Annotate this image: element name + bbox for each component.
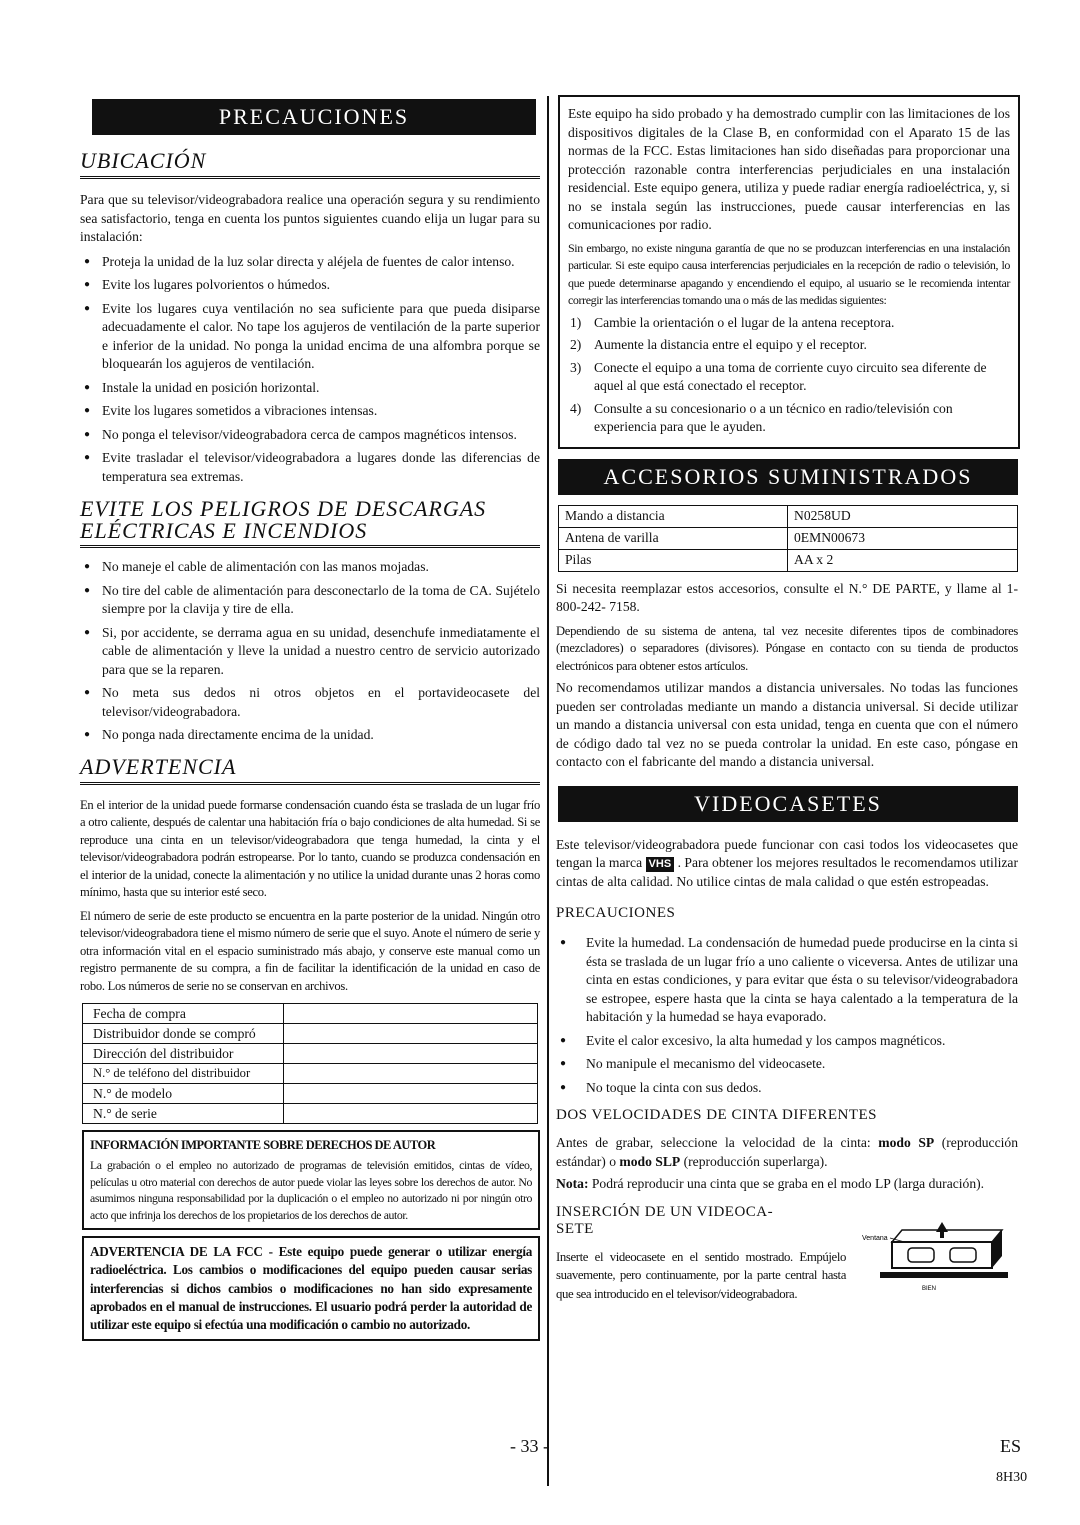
record-label: N.° de modelo — [83, 1084, 284, 1104]
copyright-body: La grabación o el empleo no autorizado de programas de televisión emitidos, cintas de vídeo, películas u otro material con derechos de autor puede violar las leyes sobre los derechos de autor. No asumimos ninguna responsabilidad por la duplicación o el empleo no autorizado ni por ningún otro acto que infrinja los derechos de los propietarios de los derechos de autor. — [90, 1158, 532, 1222]
list-item: ● Evite la humedad. La condensación de humedad puede producirse en la cinta si ésta se traslada de un lugar frío a uno caliente o viceversa. Antes de utilizar una cinta en estas condiciones, y para evitar que ésta o su televisor/videograbadora se estropee, espere hasta que la cinta se haya calentado a la temperatura de la habitación y la humedad se haya evaporado. — [556, 934, 1018, 1027]
accessory-name: Pilas — [559, 549, 788, 571]
fcc-note: Sin embargo, no existe ninguna garantía de que no se produzcan interferencias en una instalación particular. Si este equipo causa interferencias perjudiciales en la recepción de radio o televisión, lo que puede determinarse apagando y encendiendo el equipo, al usuario se le recomienda intentar corregir las interferencias tomando una o más de las medidas siguientes: — [568, 240, 1010, 307]
record-label: Distribuidor donde se compró — [83, 1024, 284, 1044]
accesorios-banner: ACCESORIOS SUMINISTRADOS — [558, 459, 1018, 495]
step-text: Aumente la distancia entre el equipo y el receptor. — [594, 337, 867, 352]
list-item: ● Evite los lugares cuya ventilación no sea suficiente para que pueda disiparse adecuadamente el calor. No tape los agujeros de ventilación de la parte superior e inferior de la unidad. No ponga la unidad encima de una alfombra porque se bloquearán los agujeros de ventilación. — [80, 300, 540, 374]
videocasete-precautions — [556, 934, 1018, 1097]
advertencia-para1: En el interior de la unidad puede formarse condensación cuando ésta se traslada de un lugar frío a otro caliente, después de calentar una habitación fría o bajo condiciones de alta humedad. Si se reproduce una cinta en un televisor/videograbadora que tenga humedad, la cinta y el televisor/videograbadora podrán estropearse. Por lo tanto, cuando se produzca condensación en el interior de la unidad, conecte la alimentación y no utilice la unidad durante unas 2 horas como mínimo, hasta que su interior esté seco. — [80, 797, 540, 899]
table-row — [83, 1084, 538, 1104]
vhs-logo: VHS — [646, 857, 675, 872]
accessory-part: 0EMN00673 — [788, 527, 1018, 549]
left-column — [80, 95, 540, 1341]
accessory-part: AA x 2 — [788, 549, 1018, 571]
accesorios-table — [558, 505, 1018, 572]
nota-label: Nota: — [556, 1176, 589, 1191]
table-row — [559, 505, 1018, 527]
right-column — [556, 95, 1018, 1348]
step-number: 2) — [570, 337, 582, 352]
nota-text — [556, 1175, 1018, 1194]
copyright-heading: INFORMACIÓN IMPORTANTE SOBRE DERECHOS DE AUTOR — [90, 1138, 436, 1152]
velocidades-text — [556, 1134, 1018, 1171]
list-item: ● No toque la cinta con sus dedos. — [556, 1079, 1018, 1098]
insercion-text: Inserte el videocasete en el sentido mostrado. Empújelo suavemente, pero continuamente, por la parte central hasta que sea introducido en el televisor/videograbadora. — [556, 1249, 846, 1301]
table-row — [559, 549, 1018, 571]
videocasetes-intro — [556, 836, 1018, 892]
record-value[interactable] — [284, 1044, 538, 1064]
list-item — [568, 359, 1010, 396]
list-item: ● No tire del cable de alimentación para desconectarlo de la toma de CA. Sujételo siempre por la clavija y tire de ella. — [80, 582, 540, 619]
page-number: - 33 - — [510, 1436, 549, 1456]
step-number: 4) — [570, 400, 582, 416]
slp-mode: modo SLP — [619, 1153, 681, 1169]
vel-text: (reproducción estándar) o — [556, 1135, 1018, 1169]
vel-text: (reproducción superlarga). — [680, 1153, 828, 1169]
list-item — [568, 336, 1010, 355]
ubicacion-title: UBICACIÓN — [80, 149, 540, 179]
step-number: 3) — [570, 359, 582, 375]
precauciones-subtitle: PRECAUCIONES — [556, 905, 676, 921]
table-row — [83, 1104, 538, 1124]
table-row — [559, 527, 1018, 549]
fcc-warning-text: ADVERTENCIA DE LA FCC - Este equipo puede generar o utilizar energía radioeléctrica. Los cambios o modificaciones del equipo pueden causar serias interferencias si dichos cambios o modificaciones no han sido expresamente aprobados en el manual de instrucciones. El usuario podrá perder la autoridad de utilizar este equipo si efectúa una modificación o cambio no autorizado. — [90, 1244, 532, 1333]
list-item: ● Si, por accidente, se derrama agua en su unidad, desenchufe inmediatamente el cable de alimentación y lleve la unidad a nuestro centro de servicio autorizado para que se la reparen. — [80, 624, 540, 680]
record-value[interactable] — [284, 1024, 538, 1044]
bien-label: BIEN — [922, 1285, 937, 1292]
advertencia-para2: El número de serie de este producto se encuentra en la parte posterior de la unidad. Ningún otro televisor/videograbadora tiene el mismo número de serie que el suyo. Anote el número de serie y otra información vital en el espacio suministrado más abajo, y conserve este manual como un registro permanente de su compra, a fin de facilitar la identificación de la unidad en caso de robo. Los números de serie no se conservan en archivos. — [80, 908, 540, 993]
table-row — [83, 1024, 538, 1044]
record-label: Fecha de compra — [83, 1004, 284, 1024]
record-table — [82, 1003, 538, 1124]
list-item: ● No ponga nada directamente encima de la unidad. — [80, 726, 540, 745]
fcc-info-box — [558, 95, 1020, 449]
peligros-title-line1: EVITE LOS PELIGROS DE DESCARGAS — [80, 496, 487, 521]
ubicacion-intro: Para que su televisor/videograbadora realice una operación segura y su rendimiento sea satisfactorio, tenga en cuenta los puntos siguientes cuando elija un lugar para su instalación: — [80, 192, 540, 244]
record-label: N.° de teléfono del distribuidor — [83, 1064, 284, 1084]
list-item: ● Instale la unidad en posición horizontal. — [80, 379, 540, 398]
intro-text-end: . Para obtener los mejores resultados le recomendamos utilizar cintas de alta calidad. No utilice cintas de mala calidad o que estén estropeadas. — [556, 855, 1018, 889]
list-item: ● No manipule el mecanismo del videocasete. — [556, 1055, 1018, 1074]
accesorios-p1: Si necesita reemplazar estos accesorios, consulte el N.° DE PARTE, y llame al 1-800-242- 7158. — [556, 580, 1018, 614]
list-item — [568, 400, 1010, 437]
list-item: ● No ponga el televisor/videograbadora cerca de campos magnéticos intensos. — [80, 426, 540, 445]
accessory-part: N0258UD — [788, 505, 1018, 527]
list-item: ● No maneje el cable de alimentación con las manos mojadas. — [80, 558, 540, 577]
column-divider — [547, 96, 549, 1486]
ventana-label: Ventana — [862, 1234, 888, 1242]
document-code: 8H30 — [996, 1470, 1028, 1485]
list-item: ● No meta sus dedos ni otros objetos en el portavideocasete del televisor/videograbadora. — [80, 684, 540, 721]
record-value[interactable] — [284, 1104, 538, 1124]
accesorios-p3: No recomendamos utilizar mandos a distancia universales. No todas las funciones pueden ser controladas mediante un mando a distancia universal. Si decide utilizar un mando a distancia universal con esta unidad, tenga en cuenta que con el número de código dado tal vez no se pueda controlar la unidad. En este caso, póngase en contacto con el fabricante del mando a distancia universal. — [556, 680, 1018, 769]
step-text: Cambie la orientación o el lugar de la antena receptora. — [594, 314, 895, 330]
list-item: ● Evite los lugares polvorientos o húmedos. — [80, 276, 540, 295]
sp-mode: modo SP — [878, 1135, 935, 1150]
step-text: Consulte a su concesionario o a un técnico en radio/televisión con experiencia para que le ayuden. — [594, 400, 953, 434]
record-value[interactable] — [284, 1084, 538, 1104]
accesorios-p2: Dependiendo de su sistema de antena, tal vez necesite diferentes tipos de combinadores (mezcladores) o separadores (divisores). Póngase en contacto con su tienda de productos electrónicos para obtener estos artículos. — [556, 623, 1018, 673]
precauciones-banner: PRECAUCIONES — [92, 99, 536, 135]
insercion-block — [556, 1234, 1018, 1348]
record-label: Dirección del distribuidor — [83, 1044, 284, 1064]
peligros-title — [80, 498, 540, 548]
record-value[interactable] — [284, 1064, 538, 1084]
accessory-name: Antena de varilla — [559, 527, 788, 549]
table-row — [83, 1064, 538, 1084]
velocidades-subtitle: DOS VELOCIDADES DE CINTA DIFERENTES — [556, 1107, 878, 1123]
fcc-warning-box — [82, 1236, 540, 1341]
record-value[interactable] — [284, 1004, 538, 1024]
insercion-title-line1: INSERCIÓN DE UN VIDEOCA- — [556, 1203, 774, 1220]
copyright-box — [82, 1130, 540, 1230]
fcc-intro: Este equipo ha sido probado y ha demostrado cumplir con las limitaciones de los dispositivos digitales de la Clase B, en conformidad con el Aparato 15 de las normas de la FCC. Estas limitaciones han sido diseñadas para proporcionar una protección razonable contra interferencias perjudiciales en una instalación residencial. Este equipo genera, utiliza y puede radiar energía radioeléctrica, y, si no se instala según las instrucciones, puede causar interferencias en las comunicaciones por radio. — [568, 106, 1010, 232]
intro-text: Este televisor/videograbadora puede funcionar con casi todos los videocasetes que tengan la marca — [556, 836, 1018, 870]
ubicacion-list — [80, 253, 540, 487]
nota-body: Podrá reproducir una cinta que se graba en el modo LP (larga duración). — [588, 1176, 985, 1191]
list-item: ● Evite el calor excesivo, la alta humedad y los campos magnéticos. — [556, 1032, 1018, 1051]
table-row — [83, 1044, 538, 1064]
cassette-insertion-icon — [852, 1216, 1012, 1316]
peligros-title-line2: ELÉCTRICAS E INCENDIOS — [80, 518, 368, 543]
step-number: 1) — [570, 314, 582, 330]
advertencia-title: ADVERTENCIA — [80, 755, 540, 785]
vel-text: Antes de grabar, seleccione la velocidad de la cinta: — [556, 1135, 879, 1150]
record-label: N.° de serie — [83, 1104, 284, 1124]
insercion-title-line2: SETE — [556, 1220, 594, 1237]
list-item: ● Evite los lugares sometidos a vibraciones intensas. — [80, 402, 540, 421]
language-code: ES — [1000, 1436, 1022, 1456]
table-row — [83, 1004, 538, 1024]
videocasetes-banner: VIDEOCASETES — [558, 786, 1018, 822]
fcc-steps — [568, 314, 1010, 437]
step-text: Conecte el equipo a una toma de corriente cuyo circuito sea diferente de aquel al que está conectado el receptor. — [594, 359, 987, 393]
list-item: ● Evite trasladar el televisor/videograbadora a lugares donde las diferencias de temperatura sea extremas. — [80, 449, 540, 486]
peligros-list — [80, 558, 540, 745]
accessory-name: Mando a distancia — [559, 505, 788, 527]
list-item — [568, 314, 1010, 333]
list-item: ● Proteja la unidad de la luz solar directa y aléjela de fuentes de calor intenso. — [80, 253, 540, 272]
